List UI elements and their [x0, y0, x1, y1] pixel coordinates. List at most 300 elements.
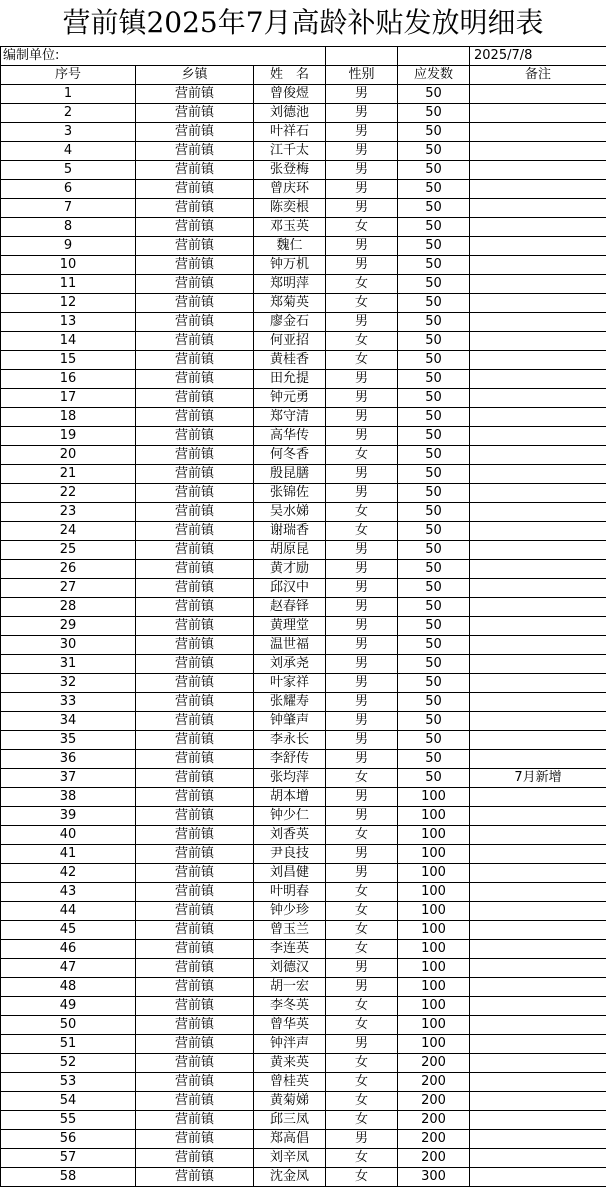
note-cell[interactable] [470, 142, 606, 161]
note-cell[interactable] [470, 807, 606, 826]
amount-cell[interactable]: 50 [398, 541, 470, 560]
gender-cell[interactable]: 女 [326, 332, 398, 351]
amount-cell[interactable]: 100 [398, 1035, 470, 1054]
gender-cell[interactable]: 女 [326, 1073, 398, 1092]
name-cell[interactable]: 钟元勇 [254, 389, 326, 408]
name-cell[interactable]: 叶明春 [254, 883, 326, 902]
name-cell[interactable]: 郑高倡 [254, 1130, 326, 1149]
index-cell[interactable]: 42 [1, 864, 136, 883]
amount-cell[interactable]: 100 [398, 959, 470, 978]
name-cell[interactable]: 胡原昆 [254, 541, 326, 560]
amount-cell[interactable]: 50 [398, 332, 470, 351]
amount-cell[interactable]: 100 [398, 845, 470, 864]
note-cell[interactable] [470, 104, 606, 123]
amount-cell[interactable]: 50 [398, 237, 470, 256]
name-cell[interactable]: 张均萍 [254, 769, 326, 788]
index-cell[interactable]: 40 [1, 826, 136, 845]
amount-cell[interactable]: 50 [398, 484, 470, 503]
amount-cell[interactable]: 100 [398, 940, 470, 959]
note-cell[interactable] [470, 465, 606, 484]
note-cell[interactable] [470, 617, 606, 636]
amount-cell[interactable]: 100 [398, 997, 470, 1016]
amount-cell[interactable]: 50 [398, 503, 470, 522]
index-cell[interactable]: 35 [1, 731, 136, 750]
gender-cell[interactable]: 女 [326, 1054, 398, 1073]
gender-cell[interactable]: 男 [326, 161, 398, 180]
amount-cell[interactable]: 50 [398, 522, 470, 541]
index-cell[interactable]: 55 [1, 1111, 136, 1130]
amount-cell[interactable]: 50 [398, 294, 470, 313]
note-cell[interactable] [470, 313, 606, 332]
note-cell[interactable] [470, 1092, 606, 1111]
town-cell[interactable]: 营前镇 [136, 579, 254, 598]
amount-cell[interactable]: 200 [398, 1073, 470, 1092]
index-cell[interactable]: 49 [1, 997, 136, 1016]
index-cell[interactable]: 58 [1, 1168, 136, 1187]
index-cell[interactable]: 39 [1, 807, 136, 826]
index-cell[interactable]: 45 [1, 921, 136, 940]
note-cell[interactable] [470, 1054, 606, 1073]
amount-cell[interactable]: 50 [398, 370, 470, 389]
note-cell[interactable] [470, 446, 606, 465]
name-cell[interactable]: 黄理堂 [254, 617, 326, 636]
gender-cell[interactable]: 女 [326, 218, 398, 237]
gender-cell[interactable]: 男 [326, 408, 398, 427]
town-cell[interactable]: 营前镇 [136, 693, 254, 712]
town-cell[interactable]: 营前镇 [136, 921, 254, 940]
gender-cell[interactable]: 女 [326, 446, 398, 465]
column-header[interactable]: 乡镇 [136, 66, 254, 85]
town-cell[interactable]: 营前镇 [136, 1149, 254, 1168]
town-cell[interactable]: 营前镇 [136, 997, 254, 1016]
note-cell[interactable] [470, 883, 606, 902]
gender-cell[interactable]: 男 [326, 389, 398, 408]
town-cell[interactable]: 营前镇 [136, 522, 254, 541]
index-cell[interactable]: 17 [1, 389, 136, 408]
amount-cell[interactable]: 50 [398, 465, 470, 484]
note-cell[interactable] [470, 560, 606, 579]
town-cell[interactable]: 营前镇 [136, 465, 254, 484]
index-cell[interactable]: 29 [1, 617, 136, 636]
gender-cell[interactable]: 男 [326, 1035, 398, 1054]
note-cell[interactable] [470, 332, 606, 351]
amount-cell[interactable]: 200 [398, 1111, 470, 1130]
town-cell[interactable]: 营前镇 [136, 503, 254, 522]
note-cell[interactable] [470, 921, 606, 940]
name-cell[interactable]: 黄来英 [254, 1054, 326, 1073]
index-cell[interactable]: 3 [1, 123, 136, 142]
gender-cell[interactable]: 男 [326, 313, 398, 332]
amount-cell[interactable]: 50 [398, 579, 470, 598]
index-cell[interactable]: 16 [1, 370, 136, 389]
town-cell[interactable]: 营前镇 [136, 427, 254, 446]
index-cell[interactable]: 19 [1, 427, 136, 446]
gender-cell[interactable]: 男 [326, 427, 398, 446]
name-cell[interactable]: 黄菊娣 [254, 1092, 326, 1111]
gender-cell[interactable]: 男 [326, 617, 398, 636]
index-cell[interactable]: 12 [1, 294, 136, 313]
amount-cell[interactable]: 50 [398, 408, 470, 427]
town-cell[interactable]: 营前镇 [136, 180, 254, 199]
name-cell[interactable]: 曾玉兰 [254, 921, 326, 940]
amount-cell[interactable]: 50 [398, 560, 470, 579]
name-cell[interactable]: 郑明萍 [254, 275, 326, 294]
name-cell[interactable]: 张锦佐 [254, 484, 326, 503]
gender-cell[interactable]: 女 [326, 351, 398, 370]
gender-cell[interactable]: 女 [326, 997, 398, 1016]
name-cell[interactable]: 张耀寿 [254, 693, 326, 712]
gender-cell[interactable]: 女 [326, 902, 398, 921]
gender-cell[interactable]: 男 [326, 484, 398, 503]
gender-cell[interactable]: 男 [326, 199, 398, 218]
town-cell[interactable]: 营前镇 [136, 655, 254, 674]
town-cell[interactable]: 营前镇 [136, 978, 254, 997]
name-cell[interactable]: 何冬香 [254, 446, 326, 465]
amount-cell[interactable]: 100 [398, 1016, 470, 1035]
name-cell[interactable]: 魏仁 [254, 237, 326, 256]
amount-cell[interactable]: 50 [398, 218, 470, 237]
gender-cell[interactable]: 男 [326, 864, 398, 883]
town-cell[interactable]: 营前镇 [136, 864, 254, 883]
town-cell[interactable]: 营前镇 [136, 1092, 254, 1111]
note-cell[interactable] [470, 864, 606, 883]
note-cell[interactable] [470, 484, 606, 503]
gender-cell[interactable]: 男 [326, 712, 398, 731]
index-cell[interactable]: 8 [1, 218, 136, 237]
note-cell[interactable]: 7月新增 [470, 769, 606, 788]
index-cell[interactable]: 37 [1, 769, 136, 788]
name-cell[interactable]: 曾桂英 [254, 1073, 326, 1092]
note-cell[interactable] [470, 1035, 606, 1054]
town-cell[interactable]: 营前镇 [136, 1130, 254, 1149]
note-cell[interactable] [470, 199, 606, 218]
town-cell[interactable]: 营前镇 [136, 123, 254, 142]
town-cell[interactable]: 营前镇 [136, 598, 254, 617]
town-cell[interactable]: 营前镇 [136, 313, 254, 332]
index-cell[interactable]: 27 [1, 579, 136, 598]
index-cell[interactable]: 36 [1, 750, 136, 769]
meta-cell[interactable] [326, 47, 398, 66]
note-cell[interactable] [470, 940, 606, 959]
amount-cell[interactable]: 50 [398, 123, 470, 142]
column-header[interactable]: 性别 [326, 66, 398, 85]
town-cell[interactable]: 营前镇 [136, 845, 254, 864]
note-cell[interactable] [470, 655, 606, 674]
amount-cell[interactable]: 50 [398, 427, 470, 446]
gender-cell[interactable]: 男 [326, 579, 398, 598]
index-cell[interactable]: 2 [1, 104, 136, 123]
index-cell[interactable]: 30 [1, 636, 136, 655]
gender-cell[interactable]: 男 [326, 655, 398, 674]
town-cell[interactable]: 营前镇 [136, 161, 254, 180]
index-cell[interactable]: 52 [1, 1054, 136, 1073]
note-cell[interactable] [470, 674, 606, 693]
gender-cell[interactable]: 男 [326, 598, 398, 617]
index-cell[interactable]: 46 [1, 940, 136, 959]
name-cell[interactable]: 赵春铎 [254, 598, 326, 617]
town-cell[interactable]: 营前镇 [136, 1168, 254, 1187]
name-cell[interactable]: 刘承尧 [254, 655, 326, 674]
amount-cell[interactable]: 200 [398, 1130, 470, 1149]
town-cell[interactable]: 营前镇 [136, 826, 254, 845]
town-cell[interactable]: 营前镇 [136, 940, 254, 959]
index-cell[interactable]: 38 [1, 788, 136, 807]
index-cell[interactable]: 56 [1, 1130, 136, 1149]
amount-cell[interactable]: 100 [398, 807, 470, 826]
note-cell[interactable] [470, 503, 606, 522]
name-cell[interactable]: 廖金石 [254, 313, 326, 332]
column-header[interactable]: 备注 [470, 66, 606, 85]
amount-cell[interactable]: 50 [398, 104, 470, 123]
index-cell[interactable]: 6 [1, 180, 136, 199]
name-cell[interactable]: 刘德池 [254, 104, 326, 123]
gender-cell[interactable]: 男 [326, 180, 398, 199]
amount-cell[interactable]: 100 [398, 902, 470, 921]
index-cell[interactable]: 44 [1, 902, 136, 921]
gender-cell[interactable]: 男 [326, 104, 398, 123]
gender-cell[interactable]: 女 [326, 503, 398, 522]
note-cell[interactable] [470, 123, 606, 142]
name-cell[interactable]: 尹良技 [254, 845, 326, 864]
index-cell[interactable]: 7 [1, 199, 136, 218]
amount-cell[interactable]: 50 [398, 180, 470, 199]
town-cell[interactable]: 营前镇 [136, 959, 254, 978]
amount-cell[interactable]: 50 [398, 199, 470, 218]
note-cell[interactable] [470, 389, 606, 408]
town-cell[interactable]: 营前镇 [136, 788, 254, 807]
name-cell[interactable]: 谢瑞香 [254, 522, 326, 541]
amount-cell[interactable]: 50 [398, 161, 470, 180]
index-cell[interactable]: 9 [1, 237, 136, 256]
column-header[interactable]: 姓 名 [254, 66, 326, 85]
name-cell[interactable]: 刘辛凤 [254, 1149, 326, 1168]
name-cell[interactable]: 田允提 [254, 370, 326, 389]
town-cell[interactable]: 营前镇 [136, 617, 254, 636]
unit-label[interactable]: 编制单位: [1, 47, 326, 66]
name-cell[interactable]: 江千太 [254, 142, 326, 161]
gender-cell[interactable]: 女 [326, 769, 398, 788]
index-cell[interactable]: 48 [1, 978, 136, 997]
name-cell[interactable]: 黄桂香 [254, 351, 326, 370]
name-cell[interactable]: 邓玉英 [254, 218, 326, 237]
amount-cell[interactable]: 50 [398, 655, 470, 674]
note-cell[interactable] [470, 693, 606, 712]
gender-cell[interactable]: 女 [326, 921, 398, 940]
gender-cell[interactable]: 女 [326, 522, 398, 541]
note-cell[interactable] [470, 750, 606, 769]
town-cell[interactable]: 营前镇 [136, 237, 254, 256]
name-cell[interactable]: 李永长 [254, 731, 326, 750]
name-cell[interactable]: 张登梅 [254, 161, 326, 180]
note-cell[interactable] [470, 959, 606, 978]
amount-cell[interactable]: 50 [398, 769, 470, 788]
town-cell[interactable]: 营前镇 [136, 1035, 254, 1054]
note-cell[interactable] [470, 408, 606, 427]
name-cell[interactable]: 邱汉中 [254, 579, 326, 598]
gender-cell[interactable]: 女 [326, 883, 398, 902]
amount-cell[interactable]: 50 [398, 275, 470, 294]
note-cell[interactable] [470, 237, 606, 256]
amount-cell[interactable]: 50 [398, 636, 470, 655]
index-cell[interactable]: 21 [1, 465, 136, 484]
index-cell[interactable]: 26 [1, 560, 136, 579]
amount-cell[interactable]: 100 [398, 883, 470, 902]
amount-cell[interactable]: 50 [398, 674, 470, 693]
gender-cell[interactable]: 男 [326, 750, 398, 769]
note-cell[interactable] [470, 636, 606, 655]
gender-cell[interactable]: 男 [326, 1130, 398, 1149]
name-cell[interactable]: 胡一宏 [254, 978, 326, 997]
gender-cell[interactable]: 女 [326, 275, 398, 294]
note-cell[interactable] [470, 275, 606, 294]
gender-cell[interactable]: 男 [326, 256, 398, 275]
town-cell[interactable]: 营前镇 [136, 1016, 254, 1035]
gender-cell[interactable]: 男 [326, 85, 398, 104]
index-cell[interactable]: 5 [1, 161, 136, 180]
amount-cell[interactable]: 50 [398, 750, 470, 769]
name-cell[interactable]: 何亚招 [254, 332, 326, 351]
note-cell[interactable] [470, 1149, 606, 1168]
amount-cell[interactable]: 50 [398, 256, 470, 275]
name-cell[interactable]: 叶家祥 [254, 674, 326, 693]
index-cell[interactable]: 18 [1, 408, 136, 427]
town-cell[interactable]: 营前镇 [136, 408, 254, 427]
town-cell[interactable]: 营前镇 [136, 636, 254, 655]
index-cell[interactable]: 51 [1, 1035, 136, 1054]
name-cell[interactable]: 刘德汉 [254, 959, 326, 978]
name-cell[interactable]: 沈金凤 [254, 1168, 326, 1187]
note-cell[interactable] [470, 218, 606, 237]
town-cell[interactable]: 营前镇 [136, 446, 254, 465]
name-cell[interactable]: 李舒传 [254, 750, 326, 769]
town-cell[interactable]: 营前镇 [136, 389, 254, 408]
name-cell[interactable]: 钟肇声 [254, 712, 326, 731]
gender-cell[interactable]: 女 [326, 1149, 398, 1168]
note-cell[interactable] [470, 826, 606, 845]
note-cell[interactable] [470, 978, 606, 997]
note-cell[interactable] [470, 997, 606, 1016]
town-cell[interactable]: 营前镇 [136, 294, 254, 313]
note-cell[interactable] [470, 180, 606, 199]
amount-cell[interactable]: 50 [398, 617, 470, 636]
note-cell[interactable] [470, 1016, 606, 1035]
note-cell[interactable] [470, 370, 606, 389]
gender-cell[interactable]: 女 [326, 1111, 398, 1130]
name-cell[interactable]: 刘昌健 [254, 864, 326, 883]
note-cell[interactable] [470, 256, 606, 275]
index-cell[interactable]: 31 [1, 655, 136, 674]
town-cell[interactable]: 营前镇 [136, 902, 254, 921]
name-cell[interactable]: 曾庆环 [254, 180, 326, 199]
amount-cell[interactable]: 200 [398, 1054, 470, 1073]
town-cell[interactable]: 营前镇 [136, 560, 254, 579]
index-cell[interactable]: 15 [1, 351, 136, 370]
gender-cell[interactable]: 男 [326, 693, 398, 712]
amount-cell[interactable]: 100 [398, 921, 470, 940]
gender-cell[interactable]: 男 [326, 237, 398, 256]
note-cell[interactable] [470, 1168, 606, 1187]
note-cell[interactable] [470, 522, 606, 541]
amount-cell[interactable]: 300 [398, 1168, 470, 1187]
note-cell[interactable] [470, 902, 606, 921]
town-cell[interactable]: 营前镇 [136, 731, 254, 750]
gender-cell[interactable]: 女 [326, 1016, 398, 1035]
note-cell[interactable] [470, 731, 606, 750]
amount-cell[interactable]: 200 [398, 1149, 470, 1168]
gender-cell[interactable]: 男 [326, 731, 398, 750]
index-cell[interactable]: 4 [1, 142, 136, 161]
gender-cell[interactable]: 女 [326, 940, 398, 959]
note-cell[interactable] [470, 1130, 606, 1149]
amount-cell[interactable]: 50 [398, 693, 470, 712]
note-cell[interactable] [470, 598, 606, 617]
amount-cell[interactable]: 50 [398, 598, 470, 617]
note-cell[interactable] [470, 788, 606, 807]
amount-cell[interactable]: 100 [398, 864, 470, 883]
index-cell[interactable]: 23 [1, 503, 136, 522]
amount-cell[interactable]: 50 [398, 142, 470, 161]
note-cell[interactable] [470, 427, 606, 446]
name-cell[interactable]: 吴水娣 [254, 503, 326, 522]
index-cell[interactable]: 25 [1, 541, 136, 560]
amount-cell[interactable]: 100 [398, 788, 470, 807]
name-cell[interactable]: 钟少仁 [254, 807, 326, 826]
town-cell[interactable]: 营前镇 [136, 484, 254, 503]
name-cell[interactable]: 叶祥石 [254, 123, 326, 142]
gender-cell[interactable]: 男 [326, 636, 398, 655]
town-cell[interactable]: 营前镇 [136, 275, 254, 294]
gender-cell[interactable]: 男 [326, 959, 398, 978]
meta-cell[interactable] [398, 47, 470, 66]
name-cell[interactable]: 陈奕根 [254, 199, 326, 218]
gender-cell[interactable]: 男 [326, 978, 398, 997]
amount-cell[interactable]: 50 [398, 85, 470, 104]
name-cell[interactable]: 曾俊煜 [254, 85, 326, 104]
town-cell[interactable]: 营前镇 [136, 750, 254, 769]
index-cell[interactable]: 1 [1, 85, 136, 104]
name-cell[interactable]: 郑菊英 [254, 294, 326, 313]
name-cell[interactable]: 李冬英 [254, 997, 326, 1016]
index-cell[interactable]: 13 [1, 313, 136, 332]
name-cell[interactable]: 殷昆膳 [254, 465, 326, 484]
town-cell[interactable]: 营前镇 [136, 1054, 254, 1073]
note-cell[interactable] [470, 351, 606, 370]
index-cell[interactable]: 24 [1, 522, 136, 541]
town-cell[interactable]: 营前镇 [136, 332, 254, 351]
name-cell[interactable]: 胡本增 [254, 788, 326, 807]
town-cell[interactable]: 营前镇 [136, 712, 254, 731]
amount-cell[interactable]: 50 [398, 712, 470, 731]
name-cell[interactable]: 邱三凤 [254, 1111, 326, 1130]
index-cell[interactable]: 57 [1, 1149, 136, 1168]
index-cell[interactable]: 22 [1, 484, 136, 503]
gender-cell[interactable]: 男 [326, 807, 398, 826]
town-cell[interactable]: 营前镇 [136, 807, 254, 826]
gender-cell[interactable]: 男 [326, 845, 398, 864]
note-cell[interactable] [470, 541, 606, 560]
gender-cell[interactable]: 男 [326, 541, 398, 560]
amount-cell[interactable]: 200 [398, 1092, 470, 1111]
amount-cell[interactable]: 100 [398, 826, 470, 845]
gender-cell[interactable]: 女 [326, 1092, 398, 1111]
town-cell[interactable]: 营前镇 [136, 769, 254, 788]
amount-cell[interactable]: 50 [398, 351, 470, 370]
amount-cell[interactable]: 50 [398, 731, 470, 750]
town-cell[interactable]: 营前镇 [136, 256, 254, 275]
note-cell[interactable] [470, 294, 606, 313]
index-cell[interactable]: 43 [1, 883, 136, 902]
town-cell[interactable]: 营前镇 [136, 199, 254, 218]
